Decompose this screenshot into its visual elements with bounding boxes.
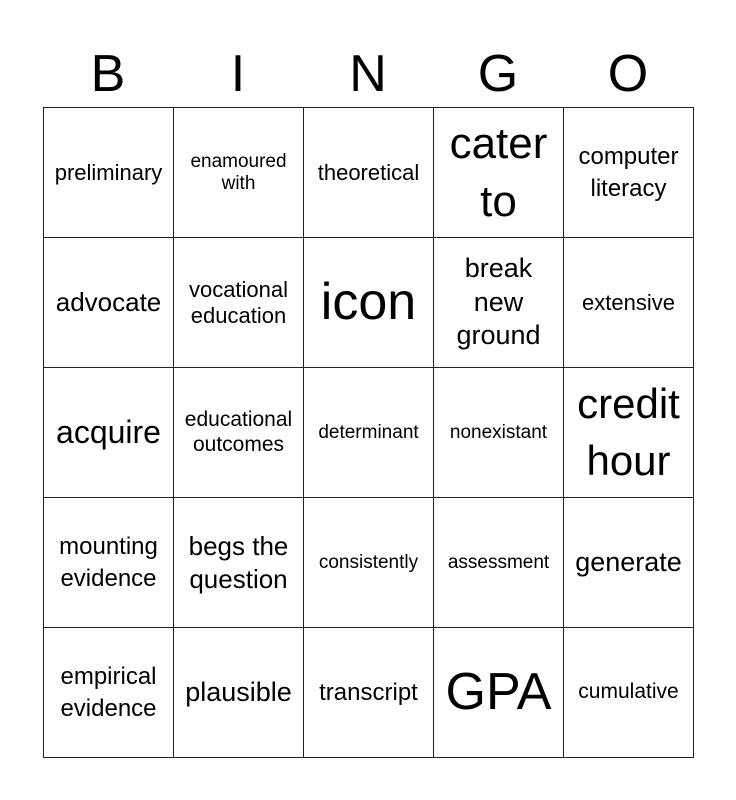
bingo-cell-r3c2[interactable]: educational outcomes [174,368,304,498]
header-letter-i: I [230,45,246,103]
bingo-cell-r2c2[interactable]: vocational education [174,238,304,368]
bingo-cell-r1c1[interactable]: preliminary [44,108,174,238]
bingo-cell-r5c4[interactable]: GPA [434,628,564,758]
bingo-cell-r1c5[interactable]: computer literacy [564,108,694,238]
bingo-cell-r3c1[interactable]: acquire [44,368,174,498]
header-letter-o: O [607,45,649,103]
bingo-cell-r5c3[interactable]: transcript [304,628,434,758]
bingo-cell-r5c2[interactable]: plausible [174,628,304,758]
bingo-cell-r1c4[interactable]: cater to [434,108,564,238]
bingo-header [43,40,693,108]
bingo-cell-r4c5[interactable]: generate [564,498,694,628]
bingo-cell-r3c5[interactable]: credit hour [564,368,694,498]
bingo-cell-r2c1[interactable]: advocate [44,238,174,368]
bingo-cell-r1c2[interactable]: enamoured with [174,108,304,238]
bingo-cell-r2c5[interactable]: extensive [564,238,694,368]
bingo-cell-r4c3[interactable]: consistently [304,498,434,628]
bingo-cell-r3c4[interactable]: nonexistant [434,368,564,498]
bingo-cell-r5c5[interactable]: cumulative [564,628,694,758]
bingo-cell-r3c3[interactable]: determinant [304,368,434,498]
bingo-cell-r4c1[interactable]: mounting evidence [44,498,174,628]
bingo-cell-r2c3[interactable]: icon [304,238,434,368]
header-letter-b: B [90,45,126,103]
bingo-cell-r1c3[interactable]: theoretical [304,108,434,238]
header-letter-n: N [349,45,387,103]
bingo-board [43,107,694,758]
bingo-cell-r5c1[interactable]: empirical evidence [44,628,174,758]
header-letter-g: G [477,45,519,103]
bingo-cell-r2c4[interactable]: break new ground [434,238,564,368]
bingo-cell-r4c2[interactable]: begs the question [174,498,304,628]
bingo-cell-r4c4[interactable]: assessment [434,498,564,628]
